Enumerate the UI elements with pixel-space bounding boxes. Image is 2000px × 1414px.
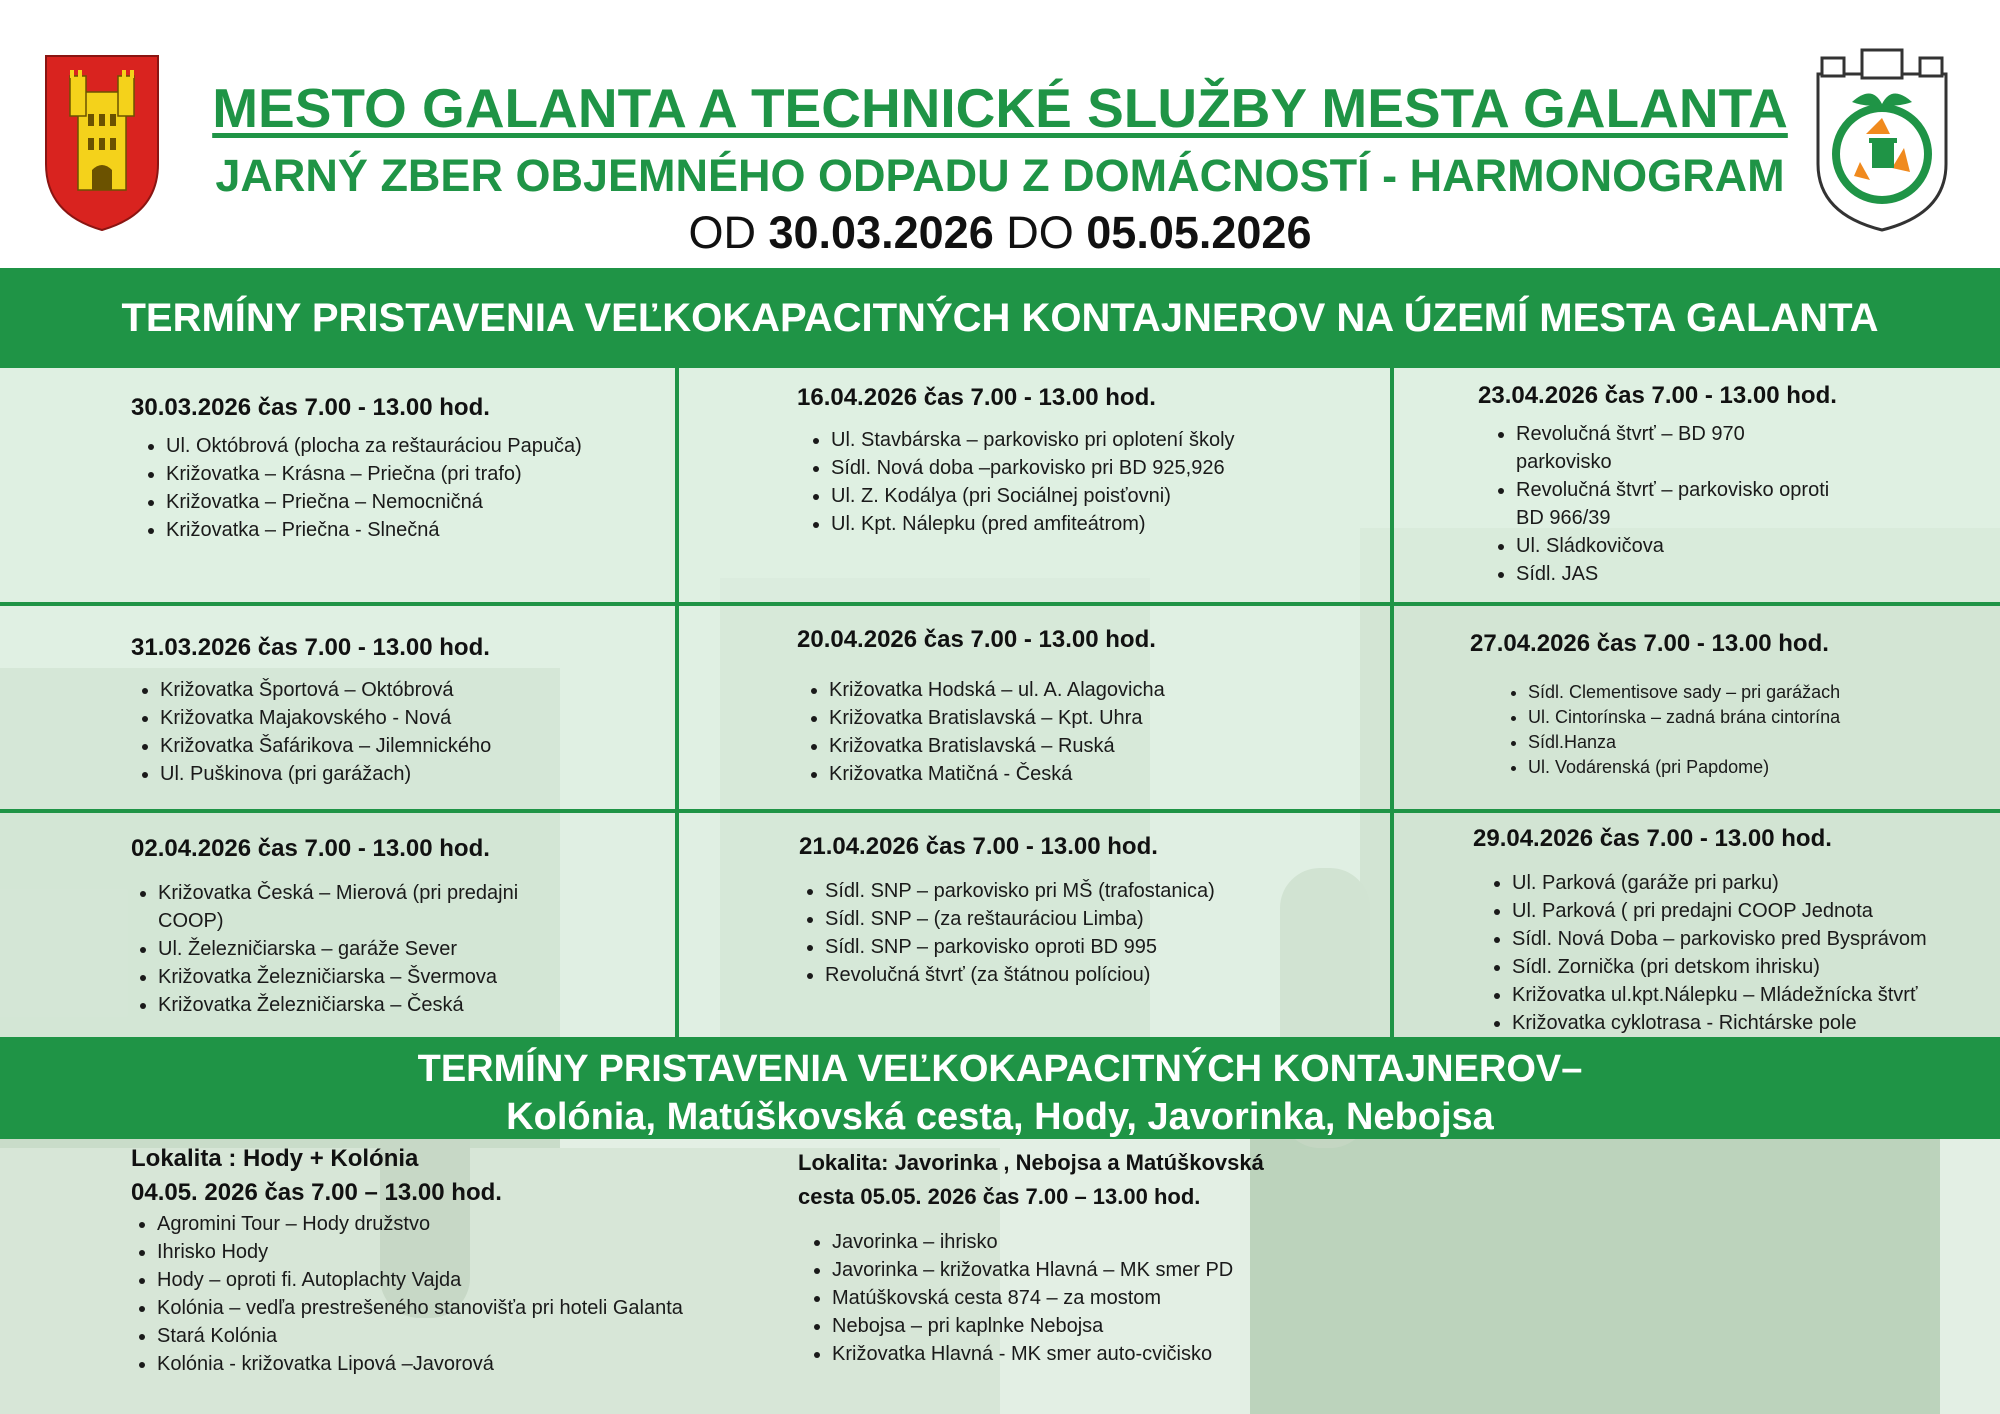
location-item: • Revolučná štvrť – BD 970 parkovisko [1516, 420, 1836, 476]
range-od-label: OD [688, 207, 756, 258]
location-item: • Križovatka Majakovského - Nová [160, 704, 640, 732]
schedule-date: 16.04.2026 čas 7.00 - 13.00 hod. [797, 384, 1156, 411]
location-block-hody-kolonia [131, 1142, 691, 1378]
schedule-cell [0, 606, 675, 809]
location-item: • Križovatka – Priečna - Slnečná [166, 516, 606, 544]
range-do-label: DO [1006, 207, 1074, 258]
location-item: • Ul. Kpt. Nálepku (pred amfiteátrom) [831, 510, 1251, 538]
location-item: • Križovatka Šafárikova – Jilemnického [160, 732, 640, 760]
location-item: • Sídl. Nová doba –parkovisko pri BD 925,926 [831, 454, 1251, 482]
schedule-cell [679, 368, 1390, 602]
recycling-emblem-icon [1812, 44, 1952, 232]
schedule-date: 23.04.2026 čas 7.00 - 13.00 hod. [1478, 382, 1837, 409]
location-list [799, 426, 1251, 538]
locality-date: cesta 05.05. 2026 čas 7.00 – 13.00 hod. [798, 1184, 1201, 1209]
location-item: • Križovatka – Krásna – Priečna (pri trafo) [166, 460, 606, 488]
location-item: • Ul. Železničiarska – garáže Sever [158, 935, 588, 963]
date-range [0, 207, 2000, 259]
location-item: • Križovatka Hodská – ul. A. Alagovicha [829, 676, 1309, 704]
banner-line: TERMÍNY PRISTAVENIA VEĽKOKAPACITNÝCH KONTAJNEROV– [417, 1048, 1583, 1090]
schedule-date: 27.04.2026 čas 7.00 - 13.00 hod. [1470, 630, 1829, 657]
location-item: • Križovatka Bratislavská – Ruská [829, 732, 1309, 760]
location-item: • Ul. Parková (garáže pri parku) [1512, 869, 2000, 897]
location-item: • Agromini Tour – Hody družstvo [157, 1210, 691, 1238]
location-item: • Križovatka Železničiarska – Švermova [158, 963, 588, 991]
location-list [128, 676, 640, 788]
location-item: • Ul. Sládkovičova [1516, 532, 1836, 560]
location-list [797, 676, 1309, 788]
location-item: • Matúškovská cesta 874 – za mostom [832, 1284, 1358, 1312]
location-item: • Hody – oproti fi. Autoplachty Vajda [157, 1266, 691, 1294]
location-item: • Ul. Parková ( pri predajni COOP Jednota [1512, 897, 2000, 925]
location-item: • Križovatka ul.kpt.Nálepku – Mládežnícka štvrť [1512, 981, 2000, 1009]
schedule-cell [679, 606, 1390, 809]
schedule-date: 21.04.2026 čas 7.00 - 13.00 hod. [799, 833, 1158, 860]
location-item: • Ul. Stavbárska – parkovisko pri oplotení školy [831, 426, 1251, 454]
location-item: • Križovatka – Priečna – Nemocničná [166, 488, 606, 516]
subtitle: JARNÝ ZBER OBJEMNÉHO ODPADU Z DOMÁCNOSTÍ - HARMONOGRAM [215, 150, 1785, 201]
grid-divider [0, 809, 2000, 813]
location-item: • Sídl. Clementisove sady – pri garážach [1528, 680, 1968, 705]
schedule-cell [0, 813, 675, 1037]
location-list [798, 1228, 1358, 1368]
location-list [1480, 869, 2000, 1037]
location-item: • Revolučná štvrť – parkovisko oproti BD 966/39 [1516, 476, 1836, 532]
location-item: • Ul. Puškinova (pri garážach) [160, 760, 640, 788]
location-item: • Križovatka Česká – Mierová (pri predajni COOP) [158, 879, 588, 935]
location-item: • Sídl. JAS [1516, 560, 1836, 588]
location-item: • Sídl.Hanza [1528, 730, 1968, 755]
grid-divider [0, 602, 2000, 606]
location-item: • Kolónia – vedľa prestrešeného stanovišťa pri hoteli Galanta [157, 1294, 691, 1322]
locality-heading: Lokalita: Javorinka , Nebojsa a Matúškovská [798, 1150, 1264, 1175]
location-list [793, 877, 1245, 989]
location-item: • Revolučná štvrť (za štátnou políciou) [825, 961, 1245, 989]
location-list [131, 1210, 691, 1378]
banner-outskirts-schedule [0, 1037, 2000, 1139]
location-item: • Križovatka Hlavná - MK smer auto-cvičisko [832, 1340, 1358, 1368]
schedule-date: 29.04.2026 čas 7.00 - 13.00 hod. [1473, 825, 1832, 852]
schedule-date: 31.03.2026 čas 7.00 - 13.00 hod. [131, 634, 490, 661]
schedule-grid [0, 368, 2000, 1037]
location-item: • Sídl. SNP – parkovisko pri MŠ (trafostanica) [825, 877, 1245, 905]
location-list [1484, 420, 1836, 588]
location-item: • Javorinka – ihrisko [832, 1228, 1358, 1256]
location-list [1496, 680, 1968, 780]
location-list [126, 879, 588, 1019]
locality-date: 04.05. 2026 čas 7.00 – 13.00 hod. [131, 1179, 502, 1206]
schedule-cell [1394, 606, 2000, 809]
grid-divider [675, 368, 679, 1037]
schedule-cell [1394, 813, 2000, 1037]
grid-divider [1390, 368, 1394, 1037]
location-item: • Sídl. SNP – parkovisko oproti BD 995 [825, 933, 1245, 961]
location-item: • Nebojsa – pri kaplnke Nebojsa [832, 1312, 1358, 1340]
range-to-date: 05.05.2026 [1086, 207, 1312, 258]
location-item: • Sídl. Nová Doba – parkovisko pred Bysprávom [1512, 925, 2000, 953]
location-item: • Križovatka Bratislavská – Kpt. Uhra [829, 704, 1309, 732]
schedule-date: 20.04.2026 čas 7.00 - 13.00 hod. [797, 626, 1156, 653]
range-from-date: 30.03.2026 [768, 207, 994, 258]
location-item: • Kolónia - križovatka Lipová –Javorová [157, 1350, 691, 1378]
location-item: • Križovatka Športová – Októbrová [160, 676, 640, 704]
banner-line: Kolónia, Matúškovská cesta, Hody, Javorinka, Nebojsa [506, 1096, 1494, 1138]
location-item: • Ul. Cintorínska – zadná brána cintorína [1528, 705, 1968, 730]
location-item: • Križovatka Matičná - Česká [829, 760, 1309, 788]
main-title: MESTO GALANTA A TECHNICKÉ SLUŽBY MESTA GALANTA [212, 77, 1788, 139]
location-item: • Križovatka cyklotrasa - Richtárske pole [1512, 1009, 2000, 1037]
location-item: • Ul. Z. Kodálya (pri Sociálnej poisťovni) [831, 482, 1251, 510]
location-item: • Sídl. Zornička (pri detskom ihrisku) [1512, 953, 2000, 981]
location-item: • Ul. Vodárenská (pri Papdome) [1528, 755, 1968, 780]
location-list [134, 432, 606, 544]
header [0, 0, 2000, 268]
schedule-cell [1394, 368, 2000, 602]
schedule-cell [0, 368, 675, 602]
location-item: • Sídl. SNP – (za reštauráciou Limba) [825, 905, 1245, 933]
location-item: • Križovatka Železničiarska – Česká [158, 991, 588, 1019]
location-item: • Javorinka – križovatka Hlavná – MK smer PD [832, 1256, 1358, 1284]
location-block-javorinka-nebojsa [798, 1146, 1358, 1368]
schedule-cell [679, 813, 1390, 1037]
banner-city-schedule: TERMÍNY PRISTAVENIA VEĽKOKAPACITNÝCH KONTAJNEROV NA ÚZEMÍ MESTA GALANTA [0, 268, 2000, 368]
location-item: • Ihrisko Hody [157, 1238, 691, 1266]
location-item: • Stará Kolónia [157, 1322, 691, 1350]
location-item: • Ul. Októbrová (plocha za reštauráciou Papuča) [166, 432, 606, 460]
schedule-date: 30.03.2026 čas 7.00 - 13.00 hod. [131, 394, 490, 421]
schedule-date: 02.04.2026 čas 7.00 - 13.00 hod. [131, 835, 490, 862]
locality-heading: Lokalita : Hody + Kolónia [131, 1145, 419, 1172]
